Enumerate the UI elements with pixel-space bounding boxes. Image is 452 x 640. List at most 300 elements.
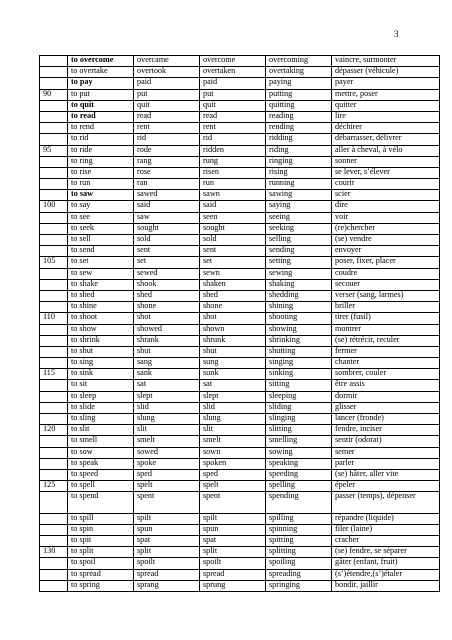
row-number-cell	[40, 358, 68, 369]
table-row	[40, 302, 440, 313]
present-participle-cell: shutting	[266, 346, 332, 357]
present-participle-cell: shooting	[266, 313, 332, 324]
french-translation-cell: voir	[332, 212, 440, 223]
french-translation-cell: verser (sang, larmes)	[332, 290, 440, 301]
row-number-cell	[40, 324, 68, 335]
row-number-cell	[40, 190, 68, 201]
row-number-cell	[40, 391, 68, 402]
french-translation-cell: secouer	[332, 279, 440, 290]
present-participle-cell: running	[266, 179, 332, 190]
row-number-cell	[40, 56, 68, 67]
row-number-cell	[40, 279, 68, 290]
infinitive-cell: to spill	[68, 513, 134, 524]
row-number-cell	[40, 580, 68, 591]
table-row	[40, 134, 440, 145]
french-translation-cell: lancer (fronde)	[332, 414, 440, 425]
verb-table-body	[40, 56, 440, 592]
infinitive-cell: to pay	[68, 78, 134, 89]
preterite-cell: ran	[134, 179, 200, 190]
table-row	[40, 436, 440, 447]
french-translation-cell: courir	[332, 179, 440, 190]
table-row	[40, 111, 440, 122]
french-translation-cell: fendre, inciser	[332, 425, 440, 436]
infinitive-cell: to shake	[68, 279, 134, 290]
preterite-cell: slept	[134, 391, 200, 402]
preterite-cell: overcame	[134, 56, 200, 67]
preterite-cell: smelt	[134, 436, 200, 447]
table-row	[40, 414, 440, 425]
present-participle-cell: sitting	[266, 380, 332, 391]
french-translation-cell: se lever, s’élever	[332, 167, 440, 178]
french-translation-cell: dire	[332, 201, 440, 212]
row-number-cell	[40, 436, 68, 447]
present-participle-cell: paying	[266, 78, 332, 89]
preterite-cell: rid	[134, 134, 200, 145]
past-participle-cell: set	[200, 257, 266, 268]
table-row	[40, 481, 440, 492]
row-number-cell	[40, 402, 68, 413]
row-number-cell	[40, 458, 68, 469]
row-number-cell	[40, 212, 68, 223]
infinitive-cell: to overcome	[68, 56, 134, 67]
row-number-cell	[40, 100, 68, 111]
present-participle-cell: putting	[266, 89, 332, 100]
past-participle-cell: shrunk	[200, 335, 266, 346]
preterite-cell: slung	[134, 414, 200, 425]
past-participle-cell: slid	[200, 402, 266, 413]
french-translation-cell: poser, fixer, placer	[332, 257, 440, 268]
french-translation-cell: lire	[332, 111, 440, 122]
past-participle-cell: sunk	[200, 369, 266, 380]
preterite-cell: paid	[134, 78, 200, 89]
infinitive-cell: to rid	[68, 134, 134, 145]
table-row	[40, 123, 440, 134]
present-participle-cell: ringing	[266, 156, 332, 167]
past-participle-cell: shaken	[200, 279, 266, 290]
row-number-cell	[40, 123, 68, 134]
french-translation-cell: chanter	[332, 358, 440, 369]
french-translation-cell: vaincre, surmonter	[332, 56, 440, 67]
row-number-cell	[40, 167, 68, 178]
past-participle-cell: spun	[200, 524, 266, 535]
table-row	[40, 447, 440, 458]
table-row	[40, 536, 440, 547]
french-translation-cell: briller	[332, 302, 440, 313]
preterite-cell: said	[134, 201, 200, 212]
table-row	[40, 492, 440, 513]
past-participle-cell: split	[200, 547, 266, 558]
table-row	[40, 580, 440, 591]
preterite-cell: sold	[134, 235, 200, 246]
present-participle-cell: saying	[266, 201, 332, 212]
preterite-cell: slid	[134, 402, 200, 413]
infinitive-cell: to see	[68, 212, 134, 223]
preterite-cell: rent	[134, 123, 200, 134]
present-participle-cell: overtaking	[266, 67, 332, 78]
row-number-cell	[40, 558, 68, 569]
present-participle-cell: spinning	[266, 524, 332, 535]
past-participle-cell: sold	[200, 235, 266, 246]
row-number-cell: 90	[40, 89, 68, 100]
past-participle-cell: shed	[200, 290, 266, 301]
infinitive-cell: to run	[68, 179, 134, 190]
infinitive-cell: to rend	[68, 123, 134, 134]
preterite-cell: shrank	[134, 335, 200, 346]
past-participle-cell: shut	[200, 346, 266, 357]
french-translation-cell: gâter (enfant, fruit)	[332, 558, 440, 569]
row-number-cell	[40, 246, 68, 257]
preterite-cell: overtook	[134, 67, 200, 78]
french-translation-cell: sombrer, couler	[332, 369, 440, 380]
present-participle-cell: seeking	[266, 223, 332, 234]
table-row	[40, 156, 440, 167]
row-number-cell	[40, 513, 68, 524]
infinitive-cell: to speed	[68, 469, 134, 480]
present-participle-cell: shedding	[266, 290, 332, 301]
table-row	[40, 145, 440, 156]
past-participle-cell: seen	[200, 212, 266, 223]
row-number-cell	[40, 290, 68, 301]
infinitive-cell: to spoil	[68, 558, 134, 569]
infinitive-cell: to shrink	[68, 335, 134, 346]
present-participle-cell: overcoming	[266, 56, 332, 67]
row-number-cell	[40, 78, 68, 89]
preterite-cell: sewed	[134, 268, 200, 279]
french-translation-cell: quitter	[332, 100, 440, 111]
table-row	[40, 56, 440, 67]
row-number-cell: 125	[40, 481, 68, 492]
past-participle-cell: spoilt	[200, 558, 266, 569]
french-translation-cell: déchirer	[332, 123, 440, 134]
row-number-cell	[40, 156, 68, 167]
past-participle-cell: overcome	[200, 56, 266, 67]
row-number-cell	[40, 380, 68, 391]
row-number-cell	[40, 335, 68, 346]
french-translation-cell: aller à cheval, à vélo	[332, 145, 440, 156]
preterite-cell: shed	[134, 290, 200, 301]
infinitive-cell: to spell	[68, 481, 134, 492]
infinitive-cell: to split	[68, 547, 134, 558]
row-number-cell	[40, 67, 68, 78]
past-participle-cell: shone	[200, 302, 266, 313]
row-number-cell	[40, 268, 68, 279]
present-participle-cell: smelling	[266, 436, 332, 447]
infinitive-cell: to spin	[68, 524, 134, 535]
row-number-cell: 110	[40, 313, 68, 324]
table-row	[40, 346, 440, 357]
infinitive-cell: to shine	[68, 302, 134, 313]
present-participle-cell: spending	[266, 492, 332, 513]
preterite-cell: sowed	[134, 447, 200, 458]
infinitive-cell: to spread	[68, 569, 134, 580]
row-number-cell	[40, 179, 68, 190]
preterite-cell: sought	[134, 223, 200, 234]
present-participle-cell: shaking	[266, 279, 332, 290]
infinitive-cell: to shoot	[68, 313, 134, 324]
row-number-cell: 130	[40, 547, 68, 558]
row-number-cell: 100	[40, 201, 68, 212]
past-participle-cell: spelt	[200, 481, 266, 492]
row-number-cell	[40, 536, 68, 547]
present-participle-cell: sliding	[266, 402, 332, 413]
preterite-cell: spilt	[134, 513, 200, 524]
preterite-cell: put	[134, 89, 200, 100]
french-translation-cell: scier	[332, 190, 440, 201]
preterite-cell: sawed	[134, 190, 200, 201]
infinitive-cell: to slide	[68, 402, 134, 413]
table-row	[40, 369, 440, 380]
present-participle-cell: spitting	[266, 536, 332, 547]
preterite-cell: spent	[134, 492, 200, 513]
table-row	[40, 167, 440, 178]
infinitive-cell: to ride	[68, 145, 134, 156]
past-participle-cell: sat	[200, 380, 266, 391]
present-participle-cell: setting	[266, 257, 332, 268]
infinitive-cell: to send	[68, 246, 134, 257]
table-row	[40, 290, 440, 301]
table-row	[40, 212, 440, 223]
table-row	[40, 235, 440, 246]
present-participle-cell: sowing	[266, 447, 332, 458]
infinitive-cell: to ring	[68, 156, 134, 167]
present-participle-cell: ridding	[266, 134, 332, 145]
table-row	[40, 402, 440, 413]
french-translation-cell: épeler	[332, 481, 440, 492]
table-row	[40, 558, 440, 569]
past-participle-cell: slit	[200, 425, 266, 436]
table-row	[40, 67, 440, 78]
present-participle-cell: sleeping	[266, 391, 332, 402]
preterite-cell: spoilt	[134, 558, 200, 569]
french-translation-cell: sentir (odorat)	[332, 436, 440, 447]
infinitive-cell: to show	[68, 324, 134, 335]
table-row	[40, 100, 440, 111]
present-participle-cell: showing	[266, 324, 332, 335]
infinitive-cell: to speak	[68, 458, 134, 469]
infinitive-cell: to say	[68, 201, 134, 212]
past-participle-cell: sawn	[200, 190, 266, 201]
table-row	[40, 569, 440, 580]
present-participle-cell: slitting	[266, 425, 332, 436]
past-participle-cell: slept	[200, 391, 266, 402]
past-participle-cell: shown	[200, 324, 266, 335]
present-participle-cell: reading	[266, 111, 332, 122]
infinitive-cell: to spring	[68, 580, 134, 591]
past-participle-cell: sought	[200, 223, 266, 234]
present-participle-cell: sawing	[266, 190, 332, 201]
infinitive-cell: to spit	[68, 536, 134, 547]
infinitive-cell: to put	[68, 89, 134, 100]
preterite-cell: set	[134, 257, 200, 268]
past-participle-cell: quit	[200, 100, 266, 111]
past-participle-cell: sped	[200, 469, 266, 480]
present-participle-cell: selling	[266, 235, 332, 246]
past-participle-cell: rid	[200, 134, 266, 145]
preterite-cell: showed	[134, 324, 200, 335]
table-row	[40, 324, 440, 335]
preterite-cell: spoke	[134, 458, 200, 469]
infinitive-cell: to sleep	[68, 391, 134, 402]
row-number-cell	[40, 235, 68, 246]
past-participle-cell: sown	[200, 447, 266, 458]
preterite-cell: spun	[134, 524, 200, 535]
table-row	[40, 223, 440, 234]
present-participle-cell: spoiling	[266, 558, 332, 569]
french-translation-cell: (s’)étendre,(s’)étaler	[332, 569, 440, 580]
present-participle-cell: slinging	[266, 414, 332, 425]
row-number-cell	[40, 447, 68, 458]
present-participle-cell: quitting	[266, 100, 332, 111]
preterite-cell: rang	[134, 156, 200, 167]
row-number-cell	[40, 302, 68, 313]
table-row	[40, 469, 440, 480]
preterite-cell: spelt	[134, 481, 200, 492]
infinitive-cell: to rise	[68, 167, 134, 178]
preterite-cell: sank	[134, 369, 200, 380]
present-participle-cell: spelling	[266, 481, 332, 492]
preterite-cell: saw	[134, 212, 200, 223]
table-row	[40, 89, 440, 100]
past-participle-cell: run	[200, 179, 266, 190]
row-number-cell: 120	[40, 425, 68, 436]
table-row	[40, 246, 440, 257]
infinitive-cell: to sing	[68, 358, 134, 369]
french-translation-cell: être assis	[332, 380, 440, 391]
table-row	[40, 179, 440, 190]
preterite-cell: shone	[134, 302, 200, 313]
french-translation-cell: (se) hâter, aller vite	[332, 469, 440, 480]
table-row	[40, 380, 440, 391]
preterite-cell: spread	[134, 569, 200, 580]
preterite-cell: rose	[134, 167, 200, 178]
table-row	[40, 313, 440, 324]
present-participle-cell: sending	[266, 246, 332, 257]
past-participle-cell: paid	[200, 78, 266, 89]
preterite-cell: read	[134, 111, 200, 122]
row-number-cell	[40, 134, 68, 145]
french-translation-cell: (re)chercher	[332, 223, 440, 234]
present-participle-cell: rising	[266, 167, 332, 178]
present-participle-cell: speeding	[266, 469, 332, 480]
french-translation-cell: glisser	[332, 402, 440, 413]
infinitive-cell: to smell	[68, 436, 134, 447]
row-number-cell	[40, 223, 68, 234]
past-participle-cell: said	[200, 201, 266, 212]
present-participle-cell: sewing	[266, 268, 332, 279]
present-participle-cell: spreading	[266, 569, 332, 580]
infinitive-cell: to quit	[68, 100, 134, 111]
row-number-cell: 105	[40, 257, 68, 268]
past-participle-cell: risen	[200, 167, 266, 178]
preterite-cell: sang	[134, 358, 200, 369]
infinitive-cell: to sit	[68, 380, 134, 391]
past-participle-cell: ridden	[200, 145, 266, 156]
preterite-cell: quit	[134, 100, 200, 111]
present-participle-cell: shrinking	[266, 335, 332, 346]
row-number-cell	[40, 469, 68, 480]
past-participle-cell: slung	[200, 414, 266, 425]
table-row	[40, 458, 440, 469]
past-participle-cell: read	[200, 111, 266, 122]
table-row	[40, 78, 440, 89]
present-participle-cell: rending	[266, 123, 332, 134]
french-translation-cell: cracher	[332, 536, 440, 547]
french-translation-cell: répandre (liquide)	[332, 513, 440, 524]
french-translation-cell: parler	[332, 458, 440, 469]
infinitive-cell: to saw	[68, 190, 134, 201]
infinitive-cell: to sling	[68, 414, 134, 425]
present-participle-cell: shining	[266, 302, 332, 313]
past-participle-cell: spread	[200, 569, 266, 580]
past-participle-cell: spoken	[200, 458, 266, 469]
present-participle-cell: springing	[266, 580, 332, 591]
french-translation-cell: montrer	[332, 324, 440, 335]
table-row	[40, 268, 440, 279]
past-participle-cell: rent	[200, 123, 266, 134]
past-participle-cell: rung	[200, 156, 266, 167]
french-translation-cell: (se) rétrécir, reculer	[332, 335, 440, 346]
infinitive-cell: to slit	[68, 425, 134, 436]
french-translation-cell: filer (laine)	[332, 524, 440, 535]
present-participle-cell: seeing	[266, 212, 332, 223]
french-translation-cell: semer	[332, 447, 440, 458]
infinitive-cell: to shed	[68, 290, 134, 301]
past-participle-cell: put	[200, 89, 266, 100]
french-translation-cell: coudre	[332, 268, 440, 279]
french-translation-cell: fermer	[332, 346, 440, 357]
infinitive-cell: to seek	[68, 223, 134, 234]
french-translation-cell: payer	[332, 78, 440, 89]
table-row	[40, 201, 440, 212]
present-participle-cell: splitting	[266, 547, 332, 558]
present-participle-cell: riding	[266, 145, 332, 156]
preterite-cell: sat	[134, 380, 200, 391]
past-participle-cell: spat	[200, 536, 266, 547]
infinitive-cell: to sow	[68, 447, 134, 458]
past-participle-cell: sprung	[200, 580, 266, 591]
table-row	[40, 513, 440, 524]
table-row	[40, 279, 440, 290]
french-translation-cell: bondir, jaillir	[332, 580, 440, 591]
preterite-cell: slit	[134, 425, 200, 436]
row-number-cell	[40, 492, 68, 513]
present-participle-cell: spilling	[266, 513, 332, 524]
french-translation-cell: dépasser (véhicule)	[332, 67, 440, 78]
preterite-cell: split	[134, 547, 200, 558]
past-participle-cell: sung	[200, 358, 266, 369]
french-translation-cell: tirer (fusil)	[332, 313, 440, 324]
infinitive-cell: to set	[68, 257, 134, 268]
page-number: 3	[394, 29, 399, 39]
french-translation-cell: (se) vendre	[332, 235, 440, 246]
infinitive-cell: to sell	[68, 235, 134, 246]
table-row	[40, 358, 440, 369]
table-row	[40, 524, 440, 535]
preterite-cell: sprang	[134, 580, 200, 591]
row-number-cell: 115	[40, 369, 68, 380]
infinitive-cell: to overtake	[68, 67, 134, 78]
preterite-cell: spat	[134, 536, 200, 547]
past-participle-cell: overtaken	[200, 67, 266, 78]
preterite-cell: shot	[134, 313, 200, 324]
past-participle-cell: sewn	[200, 268, 266, 279]
table-row	[40, 190, 440, 201]
infinitive-cell: to sink	[68, 369, 134, 380]
row-number-cell	[40, 524, 68, 535]
preterite-cell: sped	[134, 469, 200, 480]
preterite-cell: sent	[134, 246, 200, 257]
preterite-cell: rode	[134, 145, 200, 156]
